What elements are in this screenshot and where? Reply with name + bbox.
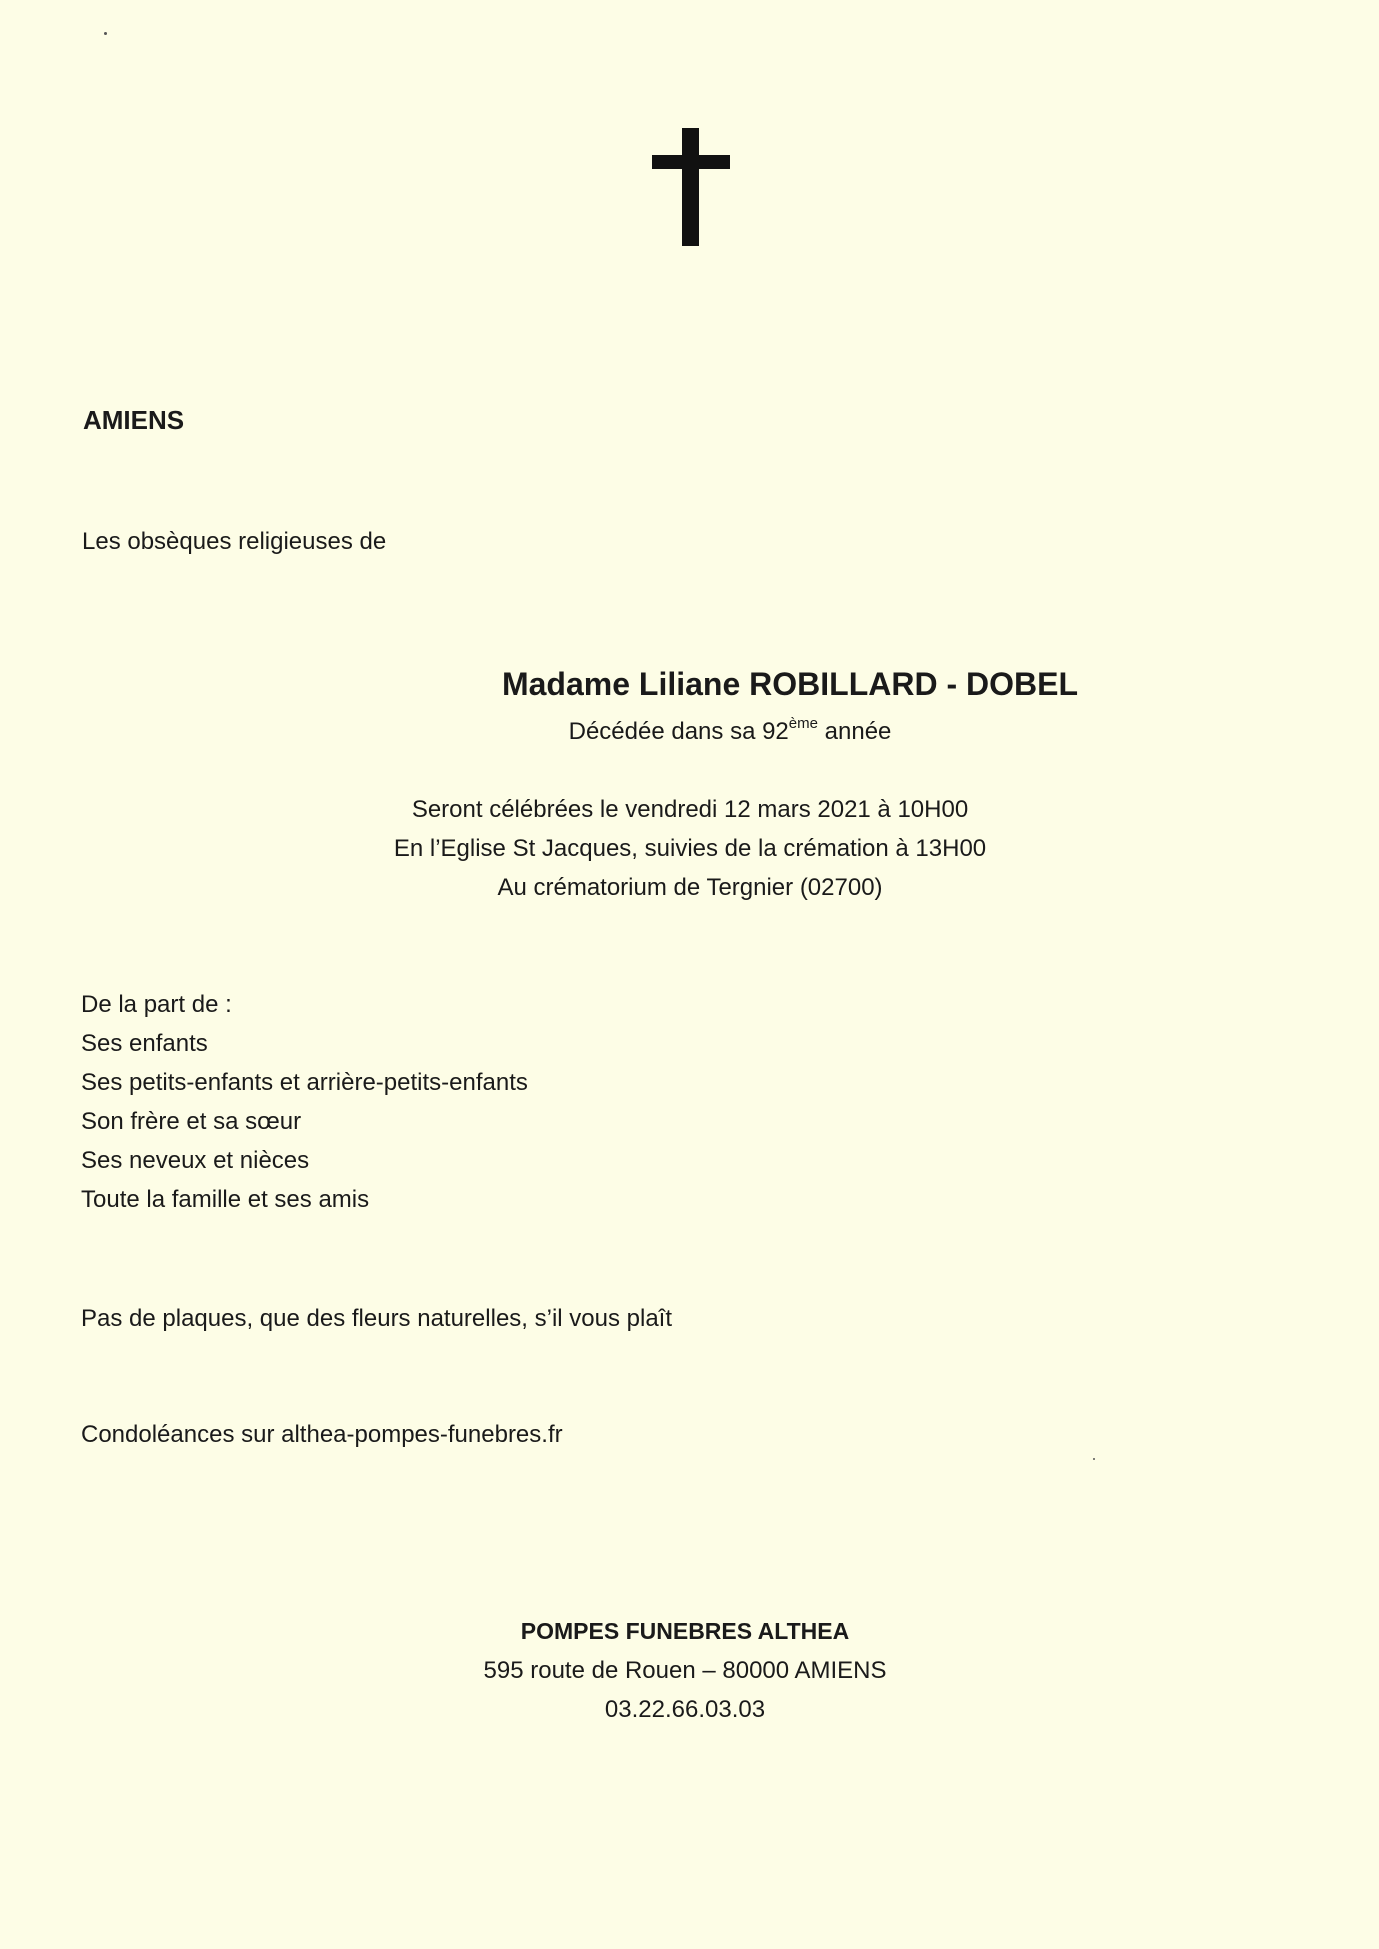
condolences-text: Condoléances sur althea-pompes-funebres.fr: [81, 1421, 563, 1448]
deceased-age: [569, 717, 892, 747]
funeral-home-address: 595 route de Rouen – 80000 AMIENS: [483, 1657, 887, 1684]
deceased-age-ordinal: ème: [788, 715, 818, 732]
latin-cross-icon: [652, 128, 730, 246]
service-date-line: Seront célébrées le vendredi 12 mars 2021 à 10H00: [411, 796, 969, 823]
deceased-name: Madame Liliane ROBILLARD - DOBEL: [501, 666, 1079, 702]
family-member: Toute la famille et ses amis: [81, 1186, 370, 1213]
deceased-age-prefix: Décédée dans sa 92: [568, 718, 789, 745]
family-heading: De la part de :: [81, 991, 232, 1018]
funeral-home-phone: 03.22.66.03.03: [604, 1696, 766, 1723]
scan-speck: [104, 32, 107, 35]
family-member: Son frère et sa sœur: [81, 1108, 302, 1135]
intro-text: Les obsèques religieuses de: [82, 528, 387, 555]
deceased-age-suffix: année: [817, 718, 892, 745]
service-crematorium-line: Au crématorium de Tergnier (02700): [497, 874, 883, 901]
flowers-note: Pas de plaques, que des fleurs naturelles, s’il vous plaît: [81, 1305, 673, 1332]
service-church-line: En l’Eglise St Jacques, suivies de la crémation à 13H00: [393, 835, 987, 862]
city-heading: AMIENS: [83, 405, 185, 435]
family-member: Ses enfants: [81, 1030, 208, 1057]
scan-speck: [1093, 1458, 1095, 1460]
family-member: Ses petits-enfants et arrière-petits-enfants: [81, 1069, 528, 1096]
funeral-home-name: POMPES FUNEBRES ALTHEA: [520, 1618, 850, 1644]
family-member: Ses neveux et nièces: [81, 1147, 310, 1174]
